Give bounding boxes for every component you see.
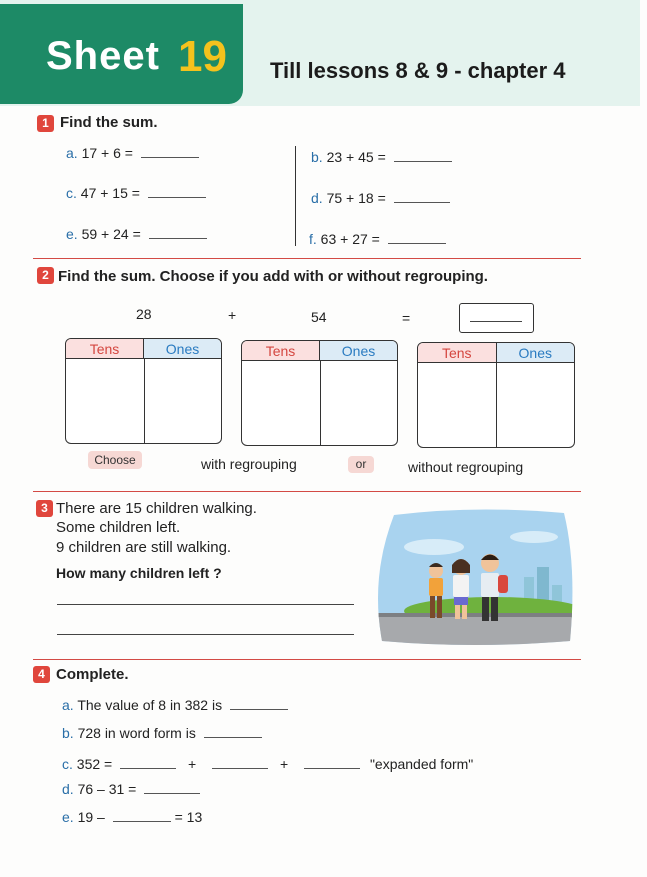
q4-item-d-answer-blank[interactable] (144, 793, 200, 794)
section-divider-3 (33, 659, 581, 660)
q4-item-c-text: 352 = (76, 756, 113, 772)
q1-item-b-answer-blank[interactable] (394, 161, 452, 162)
q2-table-1-column-line (144, 359, 145, 443)
q4-item-b-label: b. (62, 725, 74, 741)
q3-question: How many children left ? (56, 565, 222, 581)
q4-title: Complete. (56, 666, 129, 683)
q2-plus-sign: + (228, 307, 237, 323)
q4-item-c-answer-blank-3[interactable] (304, 768, 360, 769)
q1-item-b-expr: 23 + 45 = (326, 149, 386, 165)
q2-table-1-tens-header: Tens (66, 339, 144, 359)
q3-number-badge: 3 (36, 500, 53, 517)
q4-item-e-answer-blank[interactable] (113, 821, 171, 822)
q2-addend-1: 28 (136, 306, 152, 322)
q2-without-regrouping-option[interactable]: without regrouping (408, 459, 524, 475)
q1-item-c-answer-blank[interactable] (148, 197, 206, 198)
q1-item-d-label: d. (311, 190, 323, 206)
q3-answer-line-1[interactable] (57, 604, 354, 605)
q1-item-f-answer-blank[interactable] (388, 243, 446, 244)
q1-item-f-expr: 63 + 27 = (320, 231, 380, 247)
q1-item-a-expr: 17 + 6 = (81, 145, 133, 161)
q1-item-b-label: b. (311, 149, 323, 165)
q2-with-regrouping-option[interactable]: with regrouping (201, 456, 297, 472)
q2-answer-box[interactable] (459, 303, 534, 333)
q1-item-d-answer-blank[interactable] (394, 202, 450, 203)
q4-item-b (62, 725, 262, 741)
q2-table-3-tens-header: Tens (418, 343, 497, 363)
q1-item-a-answer-blank[interactable] (141, 157, 199, 158)
q2-table-2-tens-header: Tens (242, 341, 320, 361)
q4-item-e (62, 809, 202, 825)
q3-line-3: 9 children are still walking. (56, 539, 232, 556)
q4-item-c-plus-1: + (188, 756, 197, 772)
q1-item-e-expr: 59 + 24 = (81, 226, 141, 242)
q2-place-value-table-3 (417, 342, 575, 448)
q1-item-f (309, 231, 446, 247)
q1-item-e-label: e. (66, 226, 78, 242)
q2-table-1-ones-header: Ones (144, 339, 221, 359)
q1-item-d (311, 190, 450, 206)
q4-item-e-text: 19 – (77, 809, 105, 825)
q4-item-c (62, 756, 473, 772)
q2-table-3-ones-header: Ones (497, 343, 575, 363)
q3-line-1: There are 15 children walking. (56, 500, 257, 517)
q4-item-c-label: c. (62, 756, 73, 772)
q4-number-badge: 4 (33, 666, 50, 683)
q2-title: Find the sum. Choose if you add with or without regrouping. (58, 268, 488, 285)
sheet-number: 19 (178, 32, 227, 81)
q1-item-d-expr: 75 + 18 = (326, 190, 386, 206)
chapter-title: Till lessons 8 & 9 - chapter 4 (270, 58, 566, 83)
q4-item-d-label: d. (62, 781, 74, 797)
q1-item-a (66, 145, 199, 161)
q1-item-e-answer-blank[interactable] (149, 238, 207, 239)
q4-item-b-answer-blank[interactable] (204, 737, 262, 738)
q4-item-a-label: a. (62, 697, 74, 713)
q4-item-b-text: 728 in word form is (77, 725, 196, 741)
q2-place-value-table-2 (241, 340, 398, 446)
section-divider-2 (33, 491, 581, 492)
q3-line-2: Some children left. (56, 519, 181, 536)
q4-item-e-result: = 13 (174, 809, 203, 825)
q4-item-d-text: 76 – 31 = (77, 781, 137, 797)
q1-column-divider (295, 146, 296, 246)
q4-item-a (62, 697, 288, 713)
q2-or-label: or (348, 456, 374, 473)
sheet-tab (0, 4, 243, 104)
q2-place-value-table-1 (65, 338, 222, 444)
q2-table-2-column-line (320, 361, 321, 445)
q4-item-e-label: e. (62, 809, 74, 825)
q1-item-f-label: f. (309, 231, 317, 247)
q1-item-e (66, 226, 207, 242)
q1-number-badge: 1 (37, 115, 54, 132)
q2-addend-2: 54 (311, 309, 327, 325)
q4-item-c-plus-2: + (279, 756, 289, 772)
q1-item-c-label: c. (66, 185, 77, 201)
q1-item-c-expr: 47 + 15 = (80, 185, 140, 201)
q4-item-c-note: "expanded form" (369, 756, 474, 772)
q2-equals-sign: = (402, 310, 411, 326)
sheet-word: Sheet (46, 34, 160, 78)
q4-item-c-answer-blank-2[interactable] (212, 768, 268, 769)
q4-item-a-answer-blank[interactable] (230, 709, 288, 710)
q1-item-c (66, 185, 206, 201)
q2-choose-label: Choose (88, 451, 142, 469)
q2-table-2-ones-header: Ones (320, 341, 397, 361)
q1-title: Find the sum. (60, 114, 158, 131)
q1-item-b (311, 149, 452, 165)
q3-answer-line-2[interactable] (57, 634, 354, 635)
q2-table-3-column-line (496, 363, 497, 447)
q2-number-badge: 2 (37, 267, 54, 284)
q4-item-c-answer-blank-1[interactable] (120, 768, 176, 769)
section-divider-1 (33, 258, 581, 259)
children-walking-illustration (374, 507, 575, 647)
q4-item-d (62, 781, 200, 797)
q4-item-a-text: The value of 8 in 382 is (77, 697, 223, 713)
q2-answer-line (470, 321, 522, 322)
q1-item-a-label: a. (66, 145, 78, 161)
